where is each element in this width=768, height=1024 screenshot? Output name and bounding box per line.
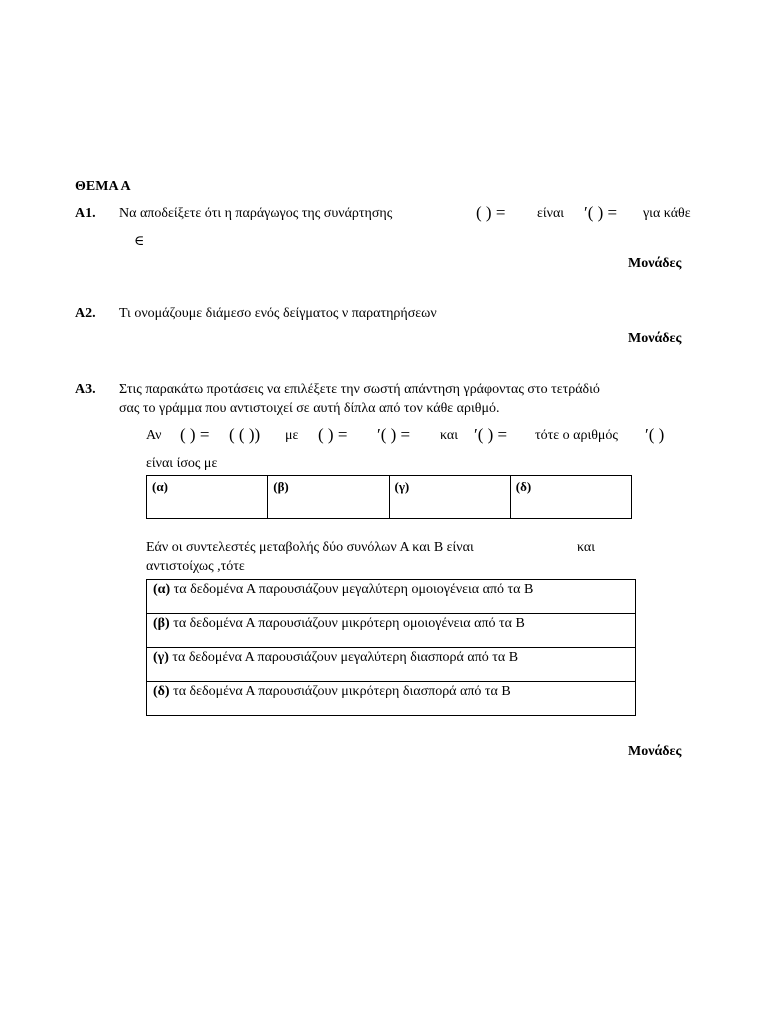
q2-and-word: και	[577, 540, 596, 555]
question-a1-label: Α1.	[75, 206, 96, 221]
q2-line2: αντιστοίχως ,τότε	[146, 559, 245, 574]
question-a1-member-symbol: ∈	[134, 234, 145, 249]
question-a2-text: Τι ονομάζουμε διάμεσο ενός δείγματος ν παρατηρήσεων	[119, 306, 437, 321]
q2-option-b-text: τα δεδομένα Α παρουσιάζουν μικρότερη ομοιογένεια από τα Β	[169, 616, 525, 631]
q1-option-c[interactable]: (γ)	[389, 476, 510, 519]
q2-option-d[interactable]	[147, 682, 636, 716]
question-a1-function-expr: ( ) =	[476, 203, 506, 222]
question-a3-line1: Στις παρακάτω προτάσεις να επιλέξετε την σωστή απάντηση γράφοντας στο τετράδιό	[119, 382, 600, 397]
q1-expr2: ( ( ))	[229, 425, 261, 444]
q2-option-c-label: (γ)	[153, 650, 169, 665]
question-a2-points: Μονάδες	[628, 331, 682, 346]
question-a1-is-word: είναι	[537, 206, 565, 221]
q1-if-word: Αν	[146, 428, 162, 443]
question-a3-line2: σας το γράμμα που αντιστοιχεί σε αυτή δίπλα από τον κάθε αριθμό.	[119, 401, 500, 416]
q2-option-a[interactable]	[147, 580, 636, 614]
question-a3-points: Μονάδες	[628, 744, 682, 759]
q2-option-b-label: (β)	[153, 616, 170, 631]
q1-expr6: ′( )	[645, 425, 665, 444]
question-a1-for-each: για κάθε	[643, 206, 691, 221]
q1-expr5: ′( ) =	[474, 425, 508, 444]
q1-with-word: με	[285, 428, 299, 443]
q2-option-a-label: (α)	[153, 582, 171, 597]
q1-and-word: και	[440, 428, 459, 443]
q2-option-a-text: τα δεδομένα Α παρουσιάζουν μεγαλύτερη ομοιογένεια από τα Β	[170, 582, 534, 597]
q1-option-a[interactable]: (α)	[147, 476, 268, 519]
q2-option-d-label: (δ)	[153, 684, 170, 699]
q1-options-table	[146, 475, 632, 519]
q1-expr4: ′( ) =	[377, 425, 411, 444]
q1-equals-text: είναι ίσος με	[146, 456, 218, 471]
section-title: ΘΕΜΑ Α	[75, 179, 131, 194]
q2-option-c-text: τα δεδομένα Α παρουσιάζουν μεγαλύτερη διασπορά από τα Β	[168, 650, 519, 665]
question-a2-label: Α2.	[75, 306, 96, 321]
question-a1-derivative-expr: ′( ) =	[584, 203, 618, 222]
q1-expr3: ( ) =	[318, 425, 348, 444]
q1-expr1: ( ) =	[180, 425, 210, 444]
question-a1-points: Μονάδες	[628, 256, 682, 271]
q2-option-c[interactable]	[147, 648, 636, 682]
q2-line1: Εάν οι συντελεστές μεταβολής δύο συνόλων Α και Β είναι	[146, 540, 474, 555]
q1-then-text: τότε ο αριθμός	[535, 428, 618, 443]
q2-option-d-text: τα δεδομένα Α παρουσιάζουν μικρότερη διασπορά από τα Β	[169, 684, 511, 699]
q1-option-b[interactable]: (β)	[268, 476, 389, 519]
question-a3-label: Α3.	[75, 382, 96, 397]
question-a1-text: Να αποδείξετε ότι η παράγωγος της συνάρτησης	[119, 206, 393, 221]
q2-option-b[interactable]	[147, 614, 636, 648]
q2-options-table	[146, 579, 636, 716]
q1-option-d[interactable]: (δ)	[510, 476, 631, 519]
